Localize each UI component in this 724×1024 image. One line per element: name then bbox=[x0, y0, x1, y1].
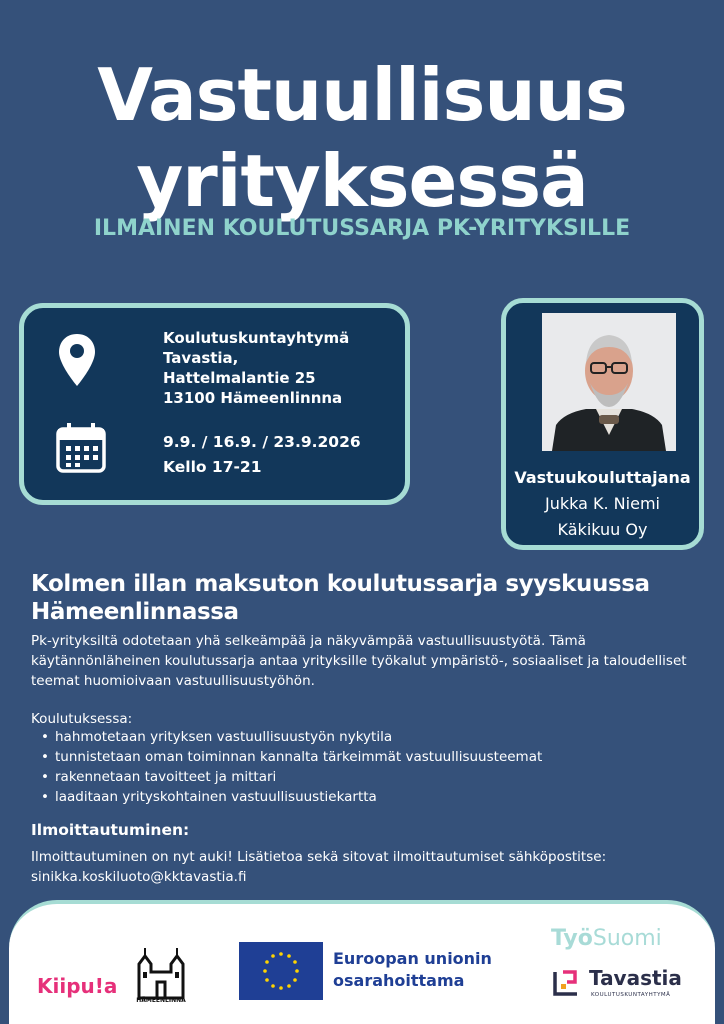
event-schedule bbox=[163, 430, 361, 480]
list-intro: Koulutuksessa: bbox=[31, 711, 133, 727]
intro-paragraph: Pk-yrityksiltä odotetaan yhä selkeämpää ja näkyvämpää vastuullisuustyötä. Tämä käytännönläheinen koulutussarja antaa yrityksille työkalut ympäristö-, sosiaaliset ja taloudelliset teemat huomioivaan vastuullisuustyöhön. bbox=[31, 633, 687, 689]
trainer-info bbox=[506, 465, 699, 543]
trainer-name: Jukka K. Niemi bbox=[545, 494, 660, 513]
eu-line: osarahoittama bbox=[333, 971, 465, 990]
address-line: Tavastia, bbox=[163, 349, 239, 367]
address-line: Koulutuskuntayhtymä bbox=[163, 329, 350, 347]
hameenlinna-label: HÄMEENLINNA bbox=[136, 997, 186, 1004]
subtitle: ILMAINEN KOULUTUSSARJA PK-YRITYKSILLE bbox=[93, 216, 631, 241]
trainer-role: Vastuukouluttajana bbox=[514, 468, 691, 487]
address-line: 13100 Hämeenlinnna bbox=[163, 389, 343, 407]
map-pin-icon bbox=[57, 332, 97, 388]
eu-flag-icon bbox=[239, 942, 323, 1000]
list-item: • laaditaan yrityskohtainen vastuullisuustiekartta bbox=[41, 787, 542, 807]
tavastia-subtitle: KOULUTUSKUNTAYHTYMÄ bbox=[591, 992, 671, 998]
suomi-word: Suomi bbox=[592, 926, 662, 951]
heading-line: Kolmen illan maksuton koulutussarja syyskuussa bbox=[31, 571, 650, 597]
kiipula-logo: Kiipu!a bbox=[37, 974, 118, 998]
trainer-box bbox=[501, 298, 704, 550]
list-item: • hahmotetaan yrityksen vastuullisuustyön nykytila bbox=[41, 727, 542, 747]
heading-line: Hämeenlinnassa bbox=[31, 599, 239, 625]
trainer-company: Käkikuu Oy bbox=[557, 520, 648, 539]
topics-list bbox=[41, 727, 542, 807]
event-time: Kello 17-21 bbox=[163, 458, 262, 476]
tavastia-logo-text: Tavastia bbox=[589, 966, 682, 990]
calendar-icon bbox=[55, 422, 107, 474]
tyosuomi-logo bbox=[551, 926, 662, 951]
registration-text bbox=[31, 847, 701, 887]
title-line-2: yrityksessä bbox=[136, 139, 588, 223]
registration-info: Ilmoittautuminen on nyt auki! Lisätietoa sekä sitovat ilmoittautumiset sähköpostitse: bbox=[31, 849, 607, 865]
list-item: • rakennetaan tavoitteet ja mittari bbox=[41, 767, 542, 787]
event-dates: 9.9. / 16.9. / 23.9.2026 bbox=[163, 433, 361, 451]
tyo-word: Työ bbox=[551, 926, 593, 951]
event-info-box bbox=[19, 303, 410, 505]
eu-line: Euroopan unionin bbox=[333, 949, 492, 968]
list-item: • tunnistetaan oman toiminnan kannalta tärkeimmät vastuullisuusteemat bbox=[41, 747, 542, 767]
event-address bbox=[163, 328, 349, 408]
title-line-1: Vastuullisuus bbox=[97, 53, 627, 137]
eu-funding-text bbox=[333, 948, 492, 992]
content-heading bbox=[31, 570, 701, 626]
registration-email-link[interactable]: sinikka.koskiluoto@kktavastia.fi bbox=[31, 869, 247, 885]
address-line: Hattelmalantie 25 bbox=[163, 369, 316, 387]
footer-logos bbox=[9, 900, 715, 1024]
tavastia-mark-icon bbox=[553, 968, 581, 996]
registration-heading: Ilmoittautuminen: bbox=[31, 821, 190, 839]
trainer-photo bbox=[542, 313, 676, 451]
